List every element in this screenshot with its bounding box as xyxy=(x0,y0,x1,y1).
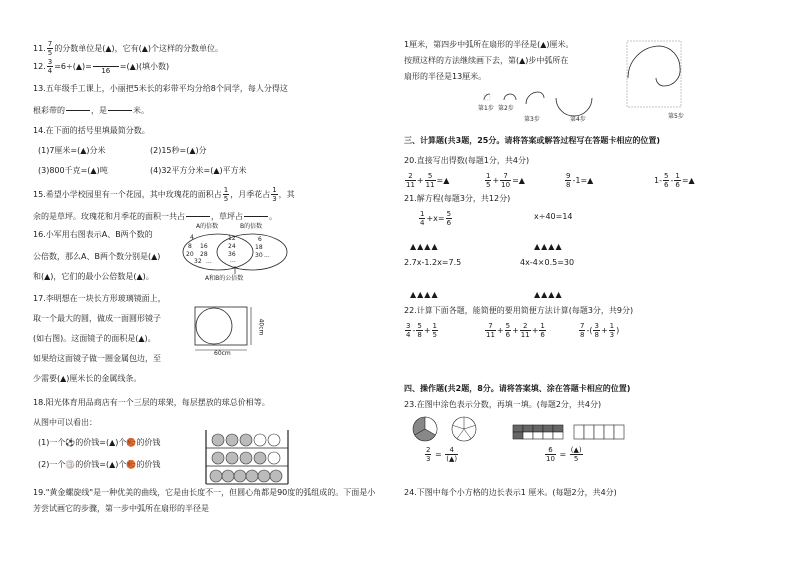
venn-right-num: 18 xyxy=(255,244,263,251)
q21-item4: 4x-4×0.5=30 xyxy=(520,258,575,267)
q23-bars-figure xyxy=(512,424,628,440)
q15-line1: 15.希望小学校园里有一个花园，其中玫瑰花的面积占 $\frac{1}{5}$ ，月季花占 $\frac{1}{3}$ ，其 xyxy=(33,186,295,203)
step-label: 第4步 xyxy=(570,116,586,123)
venn-label-a: A的倍数 xyxy=(196,223,219,230)
venn-common-num: 12 xyxy=(228,235,236,242)
q21-item3: 2.7x-1.2x=7.5 xyxy=(404,258,462,267)
venn-label-b: B的倍数 xyxy=(240,223,263,230)
q14-item1: (1)7厘米=(▲)分米 xyxy=(38,146,106,155)
q23-title: 23.在图中涂色表示分数，再填一填。(每题2分，共4分) xyxy=(404,400,602,409)
q13-line2: 根彩带的 ，是 米。 xyxy=(33,102,149,119)
q13-line1: 13.五年级手工课上，小丽把5米长的彩带平均分给8个同学，每人分得这 xyxy=(33,84,288,93)
q18-line2: 从图中可以看出： xyxy=(33,418,97,427)
q19-cont-line2: 按照这样的方法继续画下去，第(▲)步中弧所在 xyxy=(404,56,569,65)
q20-item3: $\frac{9}{8}$ -1=▲ xyxy=(566,172,594,189)
venn-right-ellipsis: ... xyxy=(264,252,270,259)
step-label: 第5步 xyxy=(668,113,684,120)
q21-title: 21.解方程(每题3分，共12分) xyxy=(404,194,511,203)
ball-rack-figure xyxy=(204,430,290,486)
q15-line2: 余的是草坪。玫瑰花和月季花的面积一共占 ，草坪占 。 xyxy=(33,208,277,225)
q17-line5: 少需要(▲)厘米长的金属线条。 xyxy=(33,374,142,383)
q19-line2: 芳尝试画它的步骤，第一步中弧所在扇形的半径是 xyxy=(33,504,209,513)
q23b-equation: $\frac{6}{10}$ = $\frac{(▲)}{5}$ xyxy=(546,446,582,463)
venn-left-num: 4 xyxy=(190,234,194,241)
q22-item2: $\frac{7}{11}$ + $\frac{5}{6}$ + $\frac{2}{11}$ + $\frac{1}{6}$ xyxy=(486,322,545,339)
venn-left-ellipsis: ... xyxy=(206,258,212,265)
mirror-figure xyxy=(194,306,250,348)
venn-left-num: 16 xyxy=(200,243,208,250)
answer-placeholder: ▲▲▲▲ xyxy=(410,290,439,299)
q12: 12. $\frac{3}{4}$ =6÷(▲)= 16 =(▲)(填小数) xyxy=(33,58,170,75)
q11: 11. $\frac{7}{5}$ 的分数单位是(▲)，它有(▲)个这样的分数单位。 xyxy=(33,40,223,57)
q20-item4: 1- $\frac{5}{6}$ - $\frac{1}{6}$ =▲ xyxy=(654,172,695,189)
q17-line3: (如右图)。这面镜子的面积是(▲)。 xyxy=(33,334,156,343)
venn-left-num: 28 xyxy=(200,251,208,258)
q14-item4: (4)32平方分米=(▲)平方米 xyxy=(150,166,247,175)
q20-item1: $\frac{2}{11}$ + $\frac{5}{11}$ =▲ xyxy=(406,172,450,189)
venn-left-num: 32 xyxy=(194,258,202,265)
answer-placeholder: ▲▲▲▲ xyxy=(534,290,563,299)
venn-common-ellipsis: ... xyxy=(230,257,236,264)
venn-right-num: 30 xyxy=(255,252,263,259)
q16-line1: 16.小军用右图表示A、B两个数的 xyxy=(33,230,153,239)
venn-left-num: 8 xyxy=(188,243,192,250)
q14: 14.在下面的括号里填最简分数。 xyxy=(33,126,150,135)
q14-item2: (2)15秒=(▲)分 xyxy=(150,146,207,155)
mirror-height-label: 40cm xyxy=(257,318,265,336)
venn-common-num: 36 xyxy=(228,251,236,258)
q20-title: 20.直接写出得数(每题1分，共4分) xyxy=(404,156,530,165)
q19-line1: 19."黄金螺旋线"是一种优美的曲线，它是由长度不一，但圆心角都是90度的弧组成的。下面是小 xyxy=(33,488,376,497)
step-label: 第3步 xyxy=(524,116,540,123)
venn-caption: A和B的公倍数 xyxy=(205,275,244,282)
q20-item2: $\frac{1}{5}$ + $\frac{7}{10}$ =▲ xyxy=(486,172,525,189)
venn-common-num: 24 xyxy=(228,243,236,250)
q14-item3: (3)800千克=(▲)吨 xyxy=(38,166,108,175)
q22-title: 22.计算下面各题，能简便的要用简便方法计算(每题3分，共9分) xyxy=(404,306,634,315)
answer-placeholder: ▲▲▲▲ xyxy=(534,242,563,251)
mirror-width-label: 60cm xyxy=(214,350,231,357)
q16-line2: 公倍数，那么A、B两个数分别是(▲) xyxy=(33,252,161,261)
q22-item3: $\frac{7}{8}$ -( $\frac{3}{8}$ + $\frac{1}{3}$ ) xyxy=(580,322,620,339)
q18-item2: (2)一个🏐的价钱=(▲)个🏀的价钱 xyxy=(38,460,161,469)
q23-circles-figure xyxy=(412,416,486,442)
q18-item1: (1)一个⚽的价钱=(▲)个🏀的价钱 xyxy=(38,438,161,447)
q19-cont-line3: 扇形的半径是13厘米。 xyxy=(404,72,487,81)
q23a-equation: $\frac{2}{3}$ = $\frac{4}{(▲)}$ xyxy=(426,446,458,463)
q17-line2: 取一个最大的圆，做成一面圆形镜子 xyxy=(33,314,161,323)
q21-item2: x÷40=14 xyxy=(534,212,573,221)
step-label: 第1步 xyxy=(478,105,494,112)
venn-right-num: 6 xyxy=(258,236,262,243)
step-label: 第2步 xyxy=(498,105,514,112)
q16-line3: 和(▲)，它们的最小公倍数是(▲)。 xyxy=(33,272,154,281)
q22-item1: $\frac{3}{4}$ - $\frac{5}{8}$ + $\frac{1}{5}$ xyxy=(406,322,437,339)
q18-line1: 18.阳光体育用品商店有一个三层的球架，每层摆放的球总价相等。 xyxy=(33,398,270,407)
q24-title: 24.下图中每个小方格的边长表示1 厘米。(每题2分，共4分) xyxy=(404,488,617,497)
section-3-title: 三、计算题(共3题，25分。请将答案或解答过程写在答题卡相应的位置) xyxy=(404,136,661,145)
spiral-step5-figure xyxy=(626,40,684,112)
section-4-title: 四、操作题(共2题，8分。请将答案填、涂在答题卡相应的位置) xyxy=(404,384,631,393)
q19-cont-line1: 1厘米，第四步中弧所在扇形的半径是(▲)厘米。 xyxy=(404,40,574,49)
answer-placeholder: ▲▲▲▲ xyxy=(410,242,439,251)
q17-line4: 如果给这面镜子做一圈金属包边，至 xyxy=(33,354,161,363)
q21-item1: $\frac{1}{4}$ +x= $\frac{5}{6}$ xyxy=(420,210,452,227)
q17-line1: 17.李明想在一块长方形玻璃镜面上， xyxy=(33,294,166,303)
venn-left-num: 20 xyxy=(186,251,194,258)
